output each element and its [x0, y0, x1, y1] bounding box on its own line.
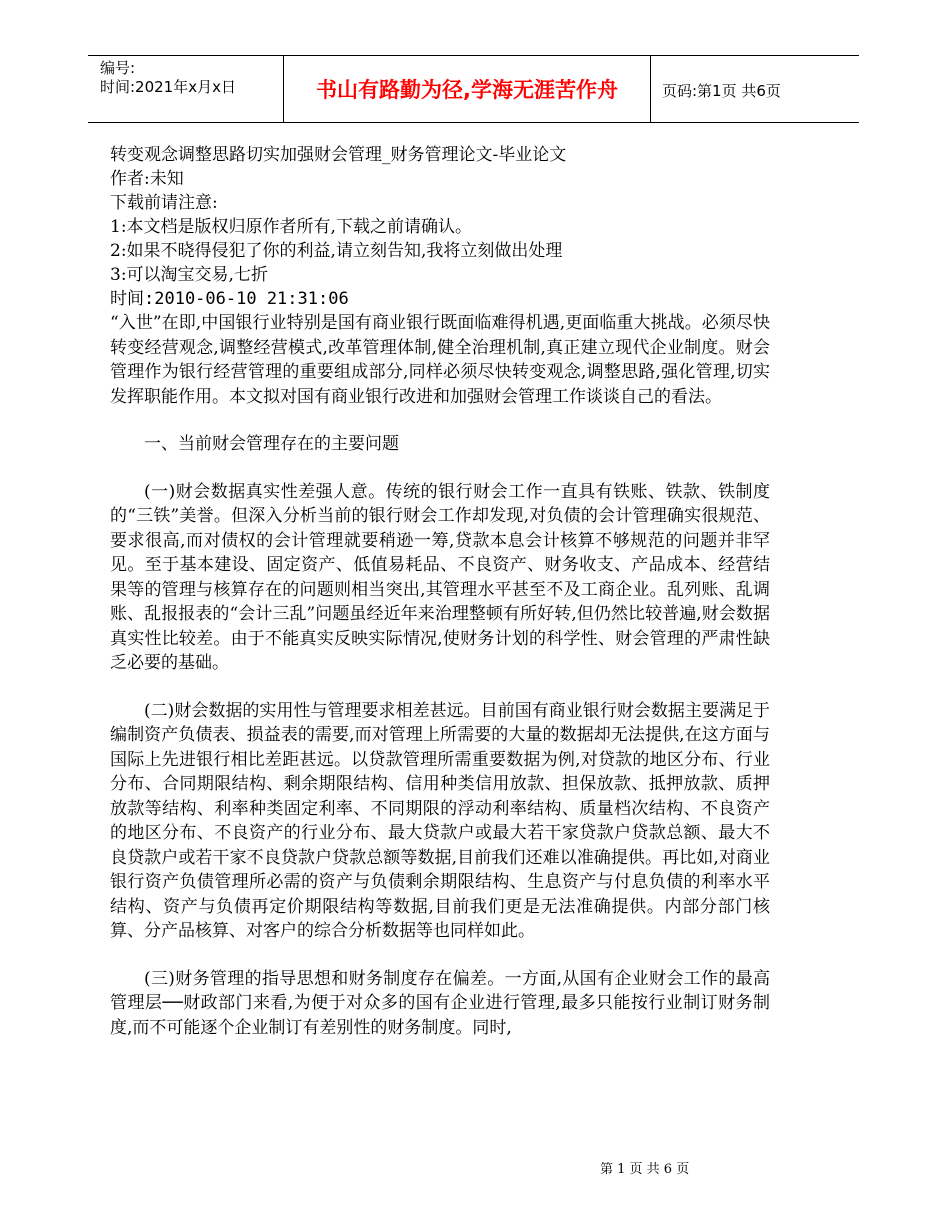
- article-title: 转变观念调整思路切实加强财会管理_财务管理论文-毕业论文: [110, 145, 567, 165]
- header-motto: 书山有路勤为径,学海无涯苦作舟: [283, 56, 651, 122]
- document-time-label: 时间:2021年x月x日: [100, 78, 236, 96]
- notice-title: 下载前请注意:: [110, 193, 218, 213]
- paragraph-2: (二)财会数据的实用性与管理要求相差甚远。目前国有商业银行财会数据主要满足于编制资产负债表、损益表的需要,而对管理上所需要的大量的数据却无法提供,在这方面与国际上先进银行相比差距甚远。以贷款管理所需重要数据为例,对贷款的地区分布、行业分布、合同期限结构、剩余期限结构、信用种类信用放款、担保放款、抵押放款、质押放款等结构、利率种类固定利率、不同期限的浮动利率结构、质量档次结构、不良资产的地区分布、不良资产的行业分布、最大贷款户或最大若干家贷款户贷款总额、最大不良贷款户或若干家不良贷款户贷款总额等数据,目前我们还难以准确提供。再比如,对商业银行资产负债管理所必需的资产与负债剩余期限结构、生息资产与付息负债的利率水平结构、资产与负债再定价期限结构等数据,目前我们更是无法准确提供。内部分部门核算、分产品核算、对客户的综合分析数据等也同样如此。: [110, 700, 770, 941]
- paragraph-3: (三)财务管理的指导思想和财务制度存在偏差。一方面,从国有企业财会工作的最高管理层──财政部门来看,为便于对众多的国有企业进行管理,最多只能按行业制订财务制度,而不可能逐个企业制订有差别性的财务制度。同时,: [110, 968, 770, 1038]
- intro-paragraph: “入世”在即,中国银行业特别是国有商业银行既面临难得机遇,更面临重大挑战。必须尽快转变经营观念,调整经营模式,改革管理体制,健全治理机制,真正建立现代企业制度。财会管理作为银行经营管理的重要组成部分,同样必须尽快转变观念,调整思路,强化管理,切实发挥职能作用。本文拟对国有商业银行改进和加强财会管理工作谈谈自己的看法。: [110, 313, 770, 407]
- article-time: 时间:2010-06-10 21:31:06: [110, 289, 349, 309]
- document-number-label: 编号:: [100, 59, 136, 77]
- paragraph-1: (一)财会数据真实性差强人意。传统的银行财会工作一直具有铁账、铁款、铁制度的“三铁”美誉。但深入分析当前的银行财会工作却发现,对负债的会计管理确实很规范、要求很高,而对债权的会计管理就要稍逊一筹,贷款本息会计核算不够规范的问题并非罕见。至于基本建设、固定资产、低值易耗品、不良资产、财务收支、产品成本、经营结果等的管理与核算存在的问题则相当突出,其管理水平甚至不及工商企业。乱列账、乱调账、乱报报表的“会计三乱”问题虽经近年来治理整顿有所好转,但仍然比较普遍,财会数据真实性比较差。由于不能真实反映实际情况,使财务计划的科学性、财会管理的严肃性缺乏必要的基础。: [110, 481, 770, 673]
- article-author: 作者:未知: [110, 169, 184, 189]
- article-body: [110, 143, 770, 1040]
- header-page-label: 页码:第1页 共6页: [662, 82, 781, 100]
- notice-item-2: 2:如果不晓得侵犯了你的利益,请立刻告知,我将立刻做出处理: [110, 241, 563, 261]
- notice-item-3: 3:可以淘宝交易,七折: [110, 265, 268, 285]
- page-footer: 第 1 页 共 6 页: [600, 1162, 690, 1177]
- section-heading: 一、当前财会管理存在的主要问题: [144, 434, 399, 454]
- page-header: [88, 55, 859, 123]
- notice-item-1: 1:本文档是版权归原作者所有,下载之前请确认。: [110, 217, 472, 237]
- header-left: [100, 59, 236, 97]
